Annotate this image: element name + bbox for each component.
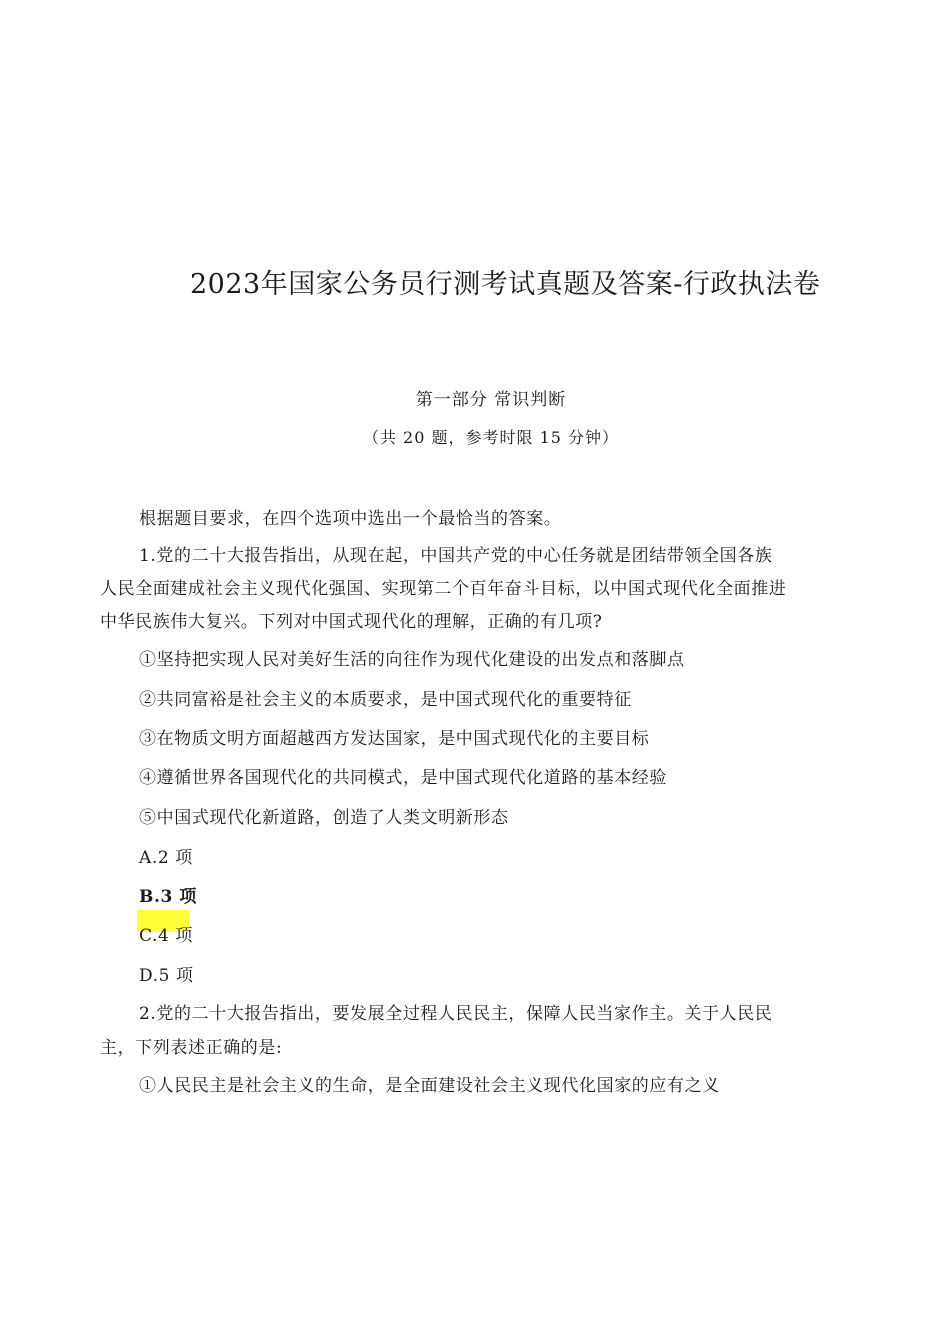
question-1-stem-line-1: 1.党的二十大报告指出，从现在起，中国共产党的中心任务就是团结带领全国各族 [139, 546, 773, 566]
question-2-stem-line-1: 2.党的二十大报告指出，要发展全过程人民民主，保障人民当家作主。关于人民民 [139, 1004, 773, 1024]
section-title: 第一部分 常识判断 [415, 390, 567, 410]
question-1-statement-4: ④遵循世界各国现代化的共同模式，是中国式现代化道路的基本经验 [139, 768, 667, 788]
question-1-stem-line-3: 中华民族伟大复兴。下列对中国式现代化的理解，正确的有几项? [100, 612, 603, 632]
section-note: （共 20 题，参考时限 15 分钟） [362, 428, 620, 447]
document-title: 2023年国家公务员行测考试真题及答案-行政执法卷 [190, 269, 821, 300]
question-1-option-c: C.4 项 [139, 926, 194, 946]
instruction-text: 根据题目要求，在四个选项中选出一个最恰当的答案。 [139, 509, 562, 529]
question-1-stem-line-2: 人民全面建成社会主义现代化强国、实现第二个百年奋斗目标，以中国式现代化全面推进 [100, 579, 787, 599]
question-2-statement-1: ①人民民主是社会主义的生命，是全面建设社会主义现代化国家的应有之义 [139, 1076, 720, 1096]
question-1-option-b: B.3 项 [139, 887, 198, 907]
question-1-statement-2: ②共同富裕是社会主义的本质要求，是中国式现代化的重要特征 [139, 690, 632, 710]
question-1-option-d: D.5 项 [139, 966, 194, 986]
question-1-statement-5: ⑤中国式现代化新道路，创造了人类文明新形态 [139, 808, 509, 828]
question-1-statement-3: ③在物质文明方面超越西方发达国家，是中国式现代化的主要目标 [139, 729, 650, 749]
question-1-option-a: A.2 项 [139, 848, 193, 868]
question-1-statement-1: ①坚持把实现人民对美好生活的向往作为现代化建设的出发点和落脚点 [139, 650, 685, 670]
question-2-stem-line-2: 主，下列表述正确的是: [100, 1038, 283, 1058]
